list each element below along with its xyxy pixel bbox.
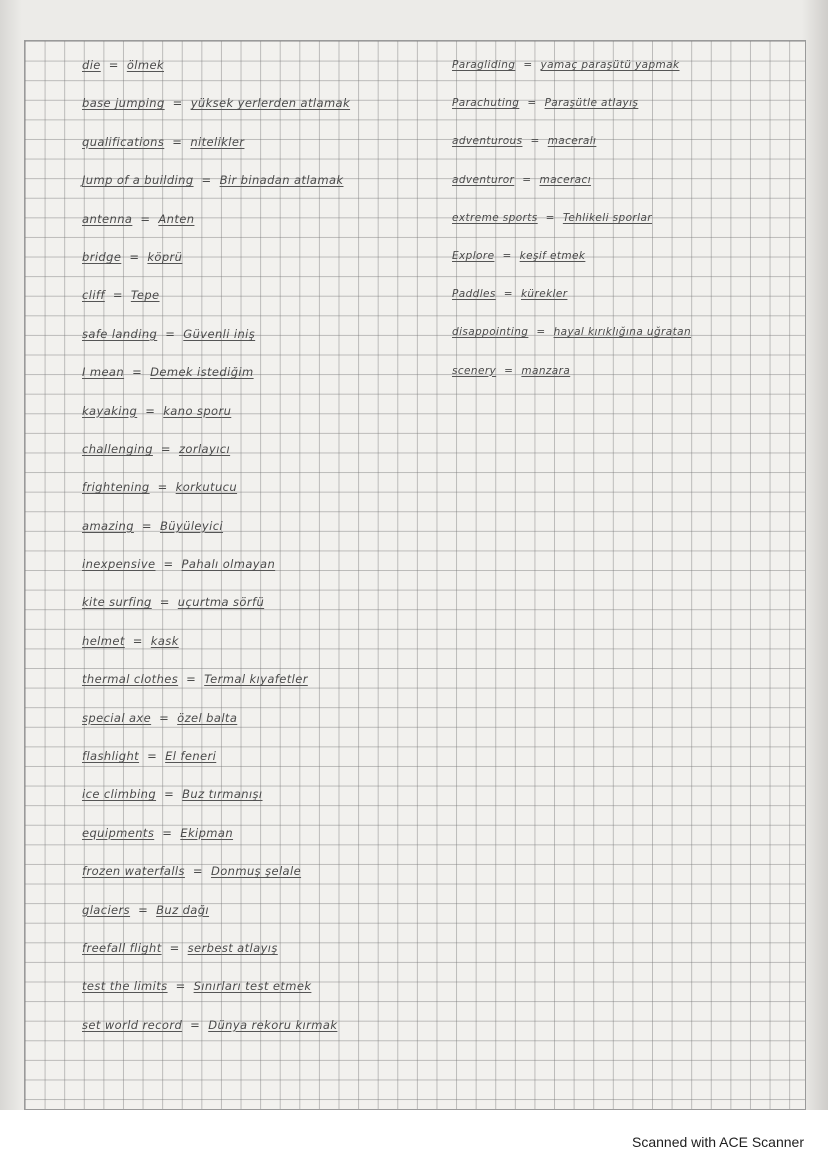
equals-sign: = xyxy=(527,97,537,110)
equals-sign: = xyxy=(503,288,513,301)
vocab-meaning: serbest atlayış xyxy=(187,940,278,955)
vocab-term: inexpensive xyxy=(82,557,156,572)
vocab-term: I mean xyxy=(82,365,125,380)
vocab-term: kite surfing xyxy=(82,595,152,610)
vocab-term: bridge xyxy=(82,249,122,264)
equals-sign: = xyxy=(138,902,149,917)
vocab-entry xyxy=(82,933,452,971)
vocab-term: test the limits xyxy=(82,979,168,994)
vocab-entry xyxy=(82,895,452,933)
vocab-meaning: zorlayıcı xyxy=(178,441,231,456)
vocab-term: cliff xyxy=(82,288,105,303)
equals-sign: = xyxy=(545,211,555,224)
equals-sign: = xyxy=(522,173,532,186)
vocab-entry xyxy=(82,1010,452,1048)
vocab-entry xyxy=(82,88,452,126)
vocab-term: ice climbing xyxy=(82,787,157,802)
equals-sign: = xyxy=(159,595,170,610)
equals-sign: = xyxy=(112,288,123,303)
vocab-entry xyxy=(82,587,452,625)
vocab-meaning: Dünya rekoru kırmak xyxy=(208,1017,338,1032)
vocab-term: disappointing xyxy=(452,326,529,339)
vocab-meaning: El feneri xyxy=(165,749,217,764)
equals-sign: = xyxy=(502,249,512,262)
vocab-entry xyxy=(82,549,452,587)
vocab-entry xyxy=(82,818,452,856)
vocab-term: challenging xyxy=(82,441,153,456)
vocab-meaning: Büyüleyici xyxy=(159,518,224,533)
vocab-entry xyxy=(82,396,452,434)
vocab-meaning: keşif etmek xyxy=(519,249,586,262)
vocab-meaning: Termal kıyafetler xyxy=(204,672,308,687)
vocab-entry xyxy=(82,626,452,664)
vocab-entry xyxy=(82,971,452,1009)
vocab-meaning: Buz tırmanışı xyxy=(182,787,263,802)
vocab-entry xyxy=(82,127,452,165)
vocab-entry xyxy=(82,856,452,894)
equals-sign: = xyxy=(163,557,174,572)
vocab-term: base jumping xyxy=(82,96,165,111)
vocab-meaning: Donmuş şelale xyxy=(210,864,302,879)
equals-sign: = xyxy=(162,825,173,840)
vocab-entry xyxy=(452,88,782,126)
vocab-meaning: Ekipman xyxy=(180,825,234,840)
scanner-watermark: Scanned with ACE Scanner xyxy=(632,1134,804,1150)
vocab-entry xyxy=(82,741,452,779)
vocab-term: helmet xyxy=(82,633,125,648)
vocab-entry xyxy=(452,50,782,88)
vocab-meaning: Sınırları test etmek xyxy=(193,979,312,994)
vocab-meaning: Tepe xyxy=(130,288,160,303)
vocab-meaning: köprü xyxy=(147,249,183,264)
vocab-entry xyxy=(82,165,452,203)
vocab-term: thermal clothes xyxy=(82,672,179,687)
equals-sign: = xyxy=(172,96,183,111)
equals-sign: = xyxy=(141,518,152,533)
equals-sign: = xyxy=(192,864,203,879)
vocab-entry xyxy=(82,664,452,702)
vocab-term: set world record xyxy=(82,1017,183,1032)
vocab-term: glaciers xyxy=(82,902,131,917)
vocabulary-list-right xyxy=(452,50,782,394)
equals-sign: = xyxy=(172,134,183,149)
vocab-entry xyxy=(452,126,782,164)
vocab-entry xyxy=(82,50,452,88)
vocab-meaning: ölmek xyxy=(126,58,164,72)
vocab-entry xyxy=(82,511,452,549)
vocab-meaning: Güvenli iniş xyxy=(183,326,256,341)
vocab-meaning: özel balta xyxy=(177,710,238,725)
vocab-meaning: Pahalı olmayan xyxy=(181,557,276,572)
vocab-entry xyxy=(82,280,452,318)
vocab-term: special axe xyxy=(82,710,152,725)
equals-sign: = xyxy=(140,211,151,226)
vocab-meaning: Buz dağı xyxy=(156,902,210,917)
equals-sign: = xyxy=(145,403,156,418)
vocab-entry xyxy=(82,357,452,395)
equals-sign: = xyxy=(175,979,186,994)
vocab-entry xyxy=(452,279,782,317)
vocab-meaning: kano sporu xyxy=(163,403,232,418)
vocab-entry xyxy=(452,356,782,394)
equals-sign: = xyxy=(536,326,546,339)
equals-sign: = xyxy=(132,633,143,648)
vocab-term: adventurous xyxy=(452,135,523,148)
equals-sign: = xyxy=(129,249,140,264)
equals-sign: = xyxy=(523,59,533,71)
equals-sign: = xyxy=(157,480,168,495)
vocab-term: equipments xyxy=(82,825,155,840)
vocab-entry xyxy=(82,434,452,472)
vocab-entry xyxy=(452,165,782,203)
vocab-meaning: maceracı xyxy=(539,173,592,186)
vocab-term: safe landing xyxy=(82,326,158,341)
equals-sign: = xyxy=(165,326,176,341)
equals-sign: = xyxy=(147,749,158,764)
vocab-meaning: nitelikler xyxy=(190,134,245,149)
page-left-shadow xyxy=(0,0,22,1110)
vocab-term: Parachuting xyxy=(452,97,520,110)
vocab-term: scenery xyxy=(452,364,497,377)
equals-sign: = xyxy=(164,787,175,802)
vocabulary-list-left xyxy=(82,50,452,1048)
vocab-term: frightening xyxy=(82,480,150,495)
equals-sign: = xyxy=(504,364,514,377)
equals-sign: = xyxy=(186,672,197,687)
vocab-entry xyxy=(82,319,452,357)
equals-sign: = xyxy=(160,441,171,456)
vocab-term: amazing xyxy=(82,518,134,533)
vocab-term: Explore xyxy=(452,249,495,262)
vocab-term: kayaking xyxy=(82,403,138,418)
vocab-meaning: Demek istediğim xyxy=(150,365,254,380)
vocab-meaning: yamaç paraşütü yapmak xyxy=(540,59,680,71)
vocab-entry xyxy=(82,204,452,242)
equals-sign: = xyxy=(201,173,212,188)
vocab-term: Jump of a building xyxy=(82,173,194,188)
vocab-term: adventuror xyxy=(452,173,515,186)
vocab-meaning: kürekler xyxy=(520,288,568,301)
vocab-meaning: maceralı xyxy=(547,135,597,148)
vocab-meaning: Anten xyxy=(158,211,195,226)
vocab-term: flashlight xyxy=(82,749,140,764)
vocab-meaning: manzara xyxy=(521,364,571,377)
vocab-meaning: Bir binadan atlamak xyxy=(219,173,344,188)
vocab-entry xyxy=(82,242,452,280)
vocab-meaning: korkutucu xyxy=(175,480,238,495)
vocab-term: antenna xyxy=(82,211,133,226)
vocab-meaning: uçurtma sörfü xyxy=(177,595,265,610)
vocab-term: die xyxy=(82,58,101,72)
equals-sign: = xyxy=(132,365,143,380)
vocab-term: qualifications xyxy=(82,134,165,149)
equals-sign: = xyxy=(190,1017,201,1032)
vocab-term: freefall flight xyxy=(82,940,162,955)
vocab-meaning: Paraşütle atlayış xyxy=(544,97,639,110)
vocab-meaning: Tehlikeli sporlar xyxy=(562,211,652,224)
vocab-entry xyxy=(452,241,782,279)
vocab-term: extreme sports xyxy=(452,211,538,224)
vocab-entry xyxy=(452,203,782,241)
equals-sign: = xyxy=(108,58,119,72)
equals-sign: = xyxy=(169,940,180,955)
equals-sign: = xyxy=(159,710,170,725)
vocab-term: frozen waterfalls xyxy=(82,864,185,879)
vocab-entry xyxy=(82,703,452,741)
vocab-term: Paddles xyxy=(452,288,496,301)
vocab-meaning: kask xyxy=(150,633,179,648)
vocab-meaning: yüksek yerlerden atlamak xyxy=(190,96,351,111)
vocab-term: Paragliding xyxy=(452,59,516,71)
vocab-entry xyxy=(452,317,782,355)
vocab-meaning: hayal kırıklığına uğratan xyxy=(553,326,692,339)
equals-sign: = xyxy=(530,135,540,148)
vocab-entry xyxy=(82,472,452,510)
vocab-entry xyxy=(82,779,452,817)
